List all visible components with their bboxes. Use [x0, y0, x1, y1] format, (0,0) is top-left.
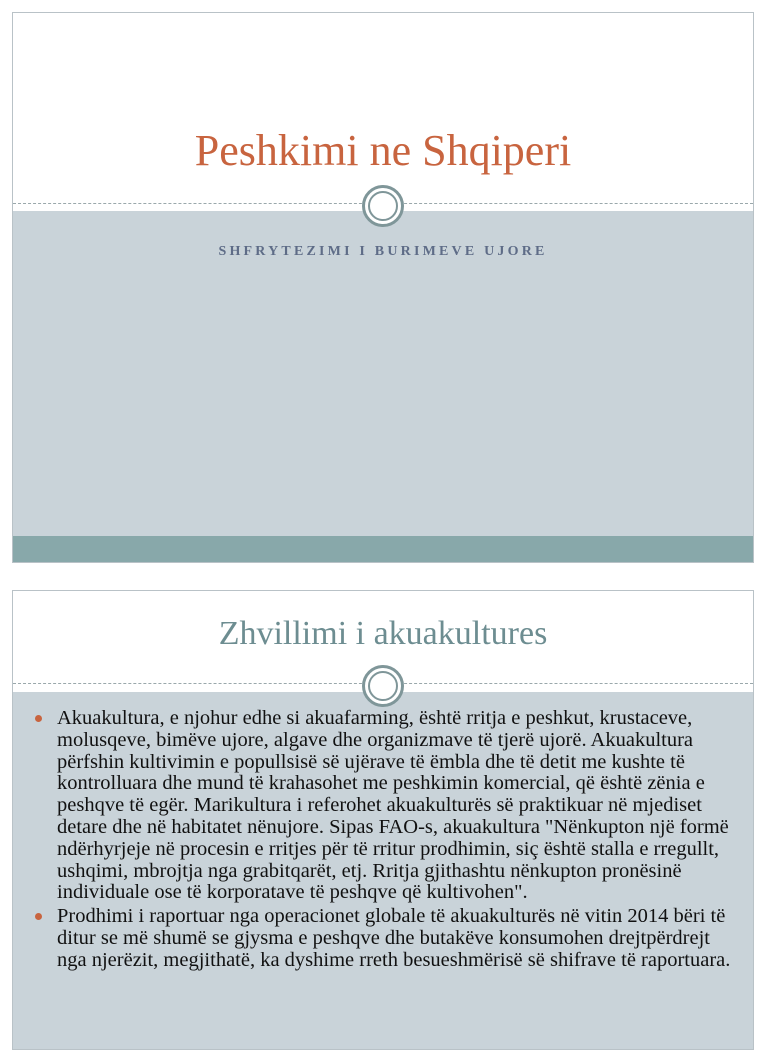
double-ring-icon — [362, 665, 404, 707]
title-slide — [12, 12, 754, 563]
bullet-text: Akuakultura, e njohur edhe si akuafarming, është rritja e peshkut, krustaceve, molusqeve, bimëve ujore, algave dhe organizmave të tjerë ujorë. Akuakultura përfshin kultivimin e popullsisë së ujërave të ëmbla dhe të detit me kushte të kontrolluara dhe mund të krahasohet me peshkimin komercial, që është zënia e peshqve të egër. Marikultura i referohet akuakulturës së praktikuar në mjediset detare dhe në habitatet nënujore. Sipas FAO-s, akuakultura "Nënkupton një formë ndërhyrjeje në procesin e rritjes për të rritur prodhimin, siç është stalla e rregullt, ushqimi, mbrojtja nga grabitqarët, etj. Rritja gjithashtu nënkupton pronësinë individuale ose të korporatave të peshqve që kultivohen". — [57, 707, 729, 904]
bullet-dot-icon — [35, 913, 42, 920]
slide-title: Peshkimi ne Shqiperi — [194, 126, 572, 175]
footer-band — [13, 536, 753, 562]
slide-subtitle: SHFRYTEZIMI I BURIMEVE UJORE — [218, 244, 548, 259]
list-item — [35, 708, 740, 904]
double-ring-icon — [362, 185, 404, 227]
bullet-dot-icon — [35, 715, 42, 722]
list-item — [35, 906, 740, 971]
title-area — [13, 13, 753, 205]
content-slide — [12, 590, 754, 1050]
slide-title: Zhvillimi i akuakultures — [218, 615, 548, 652]
bullet-list — [35, 708, 740, 974]
bullet-text: Prodhimi i raportuar nga operacionet globale të akuakulturës në vitin 2014 bëri të ditur se më shumë se gjysma e peshqve dhe butakëve konsumohen drejtpërdrejt nga njerëzit, megjithatë, ka dyshime rreth besueshmërisë së shifrave të raportuara. — [57, 905, 731, 971]
